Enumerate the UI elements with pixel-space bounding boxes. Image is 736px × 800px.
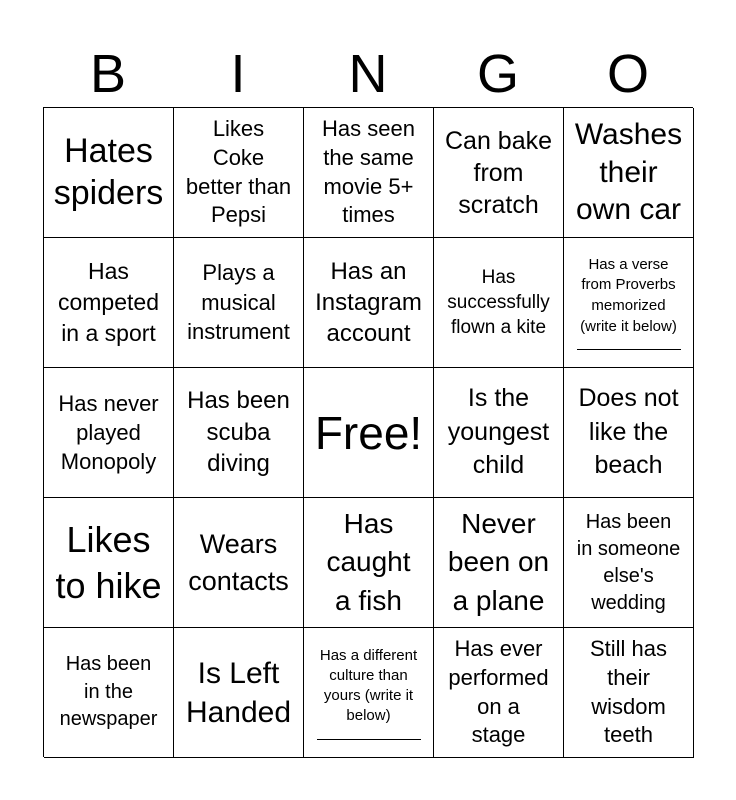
bingo-cell-text: Has successfully flown a kite bbox=[447, 266, 550, 339]
bingo-cell-text: Is the youngest child bbox=[447, 383, 550, 480]
bingo-cell[interactable] bbox=[44, 498, 174, 628]
bingo-cell-text: Has a verse from Proverbs memorized (write it below) bbox=[580, 255, 677, 335]
free-space-label: Free! bbox=[314, 406, 423, 459]
bingo-cell-text: Never been on a plane bbox=[447, 508, 550, 616]
bingo-cell[interactable] bbox=[174, 108, 304, 238]
bingo-cell[interactable] bbox=[174, 368, 304, 498]
bingo-cell-text: Has been in someone else's wedding bbox=[576, 510, 681, 614]
bingo-header bbox=[43, 40, 693, 108]
bingo-cell-text: Still has their wisdom teeth bbox=[589, 636, 668, 748]
bingo-cell[interactable] bbox=[44, 108, 174, 238]
bingo-cell-text: Plays a musical instrument bbox=[187, 259, 290, 345]
bingo-cell[interactable] bbox=[44, 238, 174, 368]
bingo-cell[interactable] bbox=[304, 108, 434, 238]
bingo-cell[interactable] bbox=[44, 628, 174, 758]
bingo-cell-text: Hates spiders bbox=[53, 132, 164, 212]
bingo-cell-text: Likes to hike bbox=[55, 519, 162, 606]
bingo-cell[interactable] bbox=[564, 498, 694, 628]
bingo-cell[interactable] bbox=[434, 238, 564, 368]
bingo-cell[interactable] bbox=[564, 108, 694, 238]
write-in-line bbox=[577, 349, 681, 350]
bingo-cell[interactable] bbox=[174, 498, 304, 628]
bingo-cell[interactable] bbox=[304, 498, 434, 628]
bingo-cell-text: Is Left Handed bbox=[185, 656, 292, 729]
write-in-line bbox=[317, 739, 421, 740]
header-letter-b: B bbox=[89, 44, 127, 104]
bingo-cell-text: Has caught a fish bbox=[326, 507, 411, 616]
bingo-cell-text: Does not like the beach bbox=[578, 383, 679, 480]
bingo-cell[interactable] bbox=[304, 628, 434, 758]
header-letter-o: O bbox=[606, 44, 649, 104]
free-space-cell[interactable] bbox=[304, 368, 434, 498]
bingo-cell-text: Likes Coke better than Pepsi bbox=[185, 116, 292, 228]
bingo-cell-text: Wears contacts bbox=[188, 528, 289, 596]
bingo-cell[interactable] bbox=[434, 498, 564, 628]
bingo-cell-text: Has seen the same movie 5+ times bbox=[322, 116, 415, 228]
header-letter-g: G bbox=[476, 44, 519, 104]
bingo-cell-text: Can bake from scratch bbox=[444, 126, 553, 219]
bingo-cell-text: Has competed in a sport bbox=[57, 257, 159, 347]
bingo-cell[interactable] bbox=[44, 368, 174, 498]
bingo-cell-text: Has been in the newspaper bbox=[59, 653, 158, 731]
header-letter-n: N bbox=[348, 44, 388, 104]
bingo-cell[interactable] bbox=[174, 238, 304, 368]
bingo-cell-text: Has an Instagram account bbox=[315, 257, 422, 348]
bingo-cell[interactable] bbox=[174, 628, 304, 758]
bingo-cell[interactable] bbox=[434, 628, 564, 758]
bingo-board bbox=[43, 107, 693, 757]
bingo-cell[interactable] bbox=[564, 238, 694, 368]
bingo-cell[interactable] bbox=[564, 628, 694, 758]
bingo-cell-text: Has never played Monopoly bbox=[58, 390, 159, 475]
bingo-cell[interactable] bbox=[564, 368, 694, 498]
bingo-cell-text: Has been scuba diving bbox=[187, 386, 290, 478]
bingo-cell[interactable] bbox=[434, 368, 564, 498]
bingo-cell-text: Washes their own car bbox=[574, 117, 683, 227]
bingo-cell[interactable] bbox=[434, 108, 564, 238]
bingo-cell[interactable] bbox=[304, 238, 434, 368]
header-letter-i: I bbox=[230, 44, 246, 104]
bingo-cell-text: Has a different culture than yours (write it below) bbox=[319, 646, 418, 725]
bingo-cell-text: Has ever performed on a stage bbox=[448, 636, 549, 748]
